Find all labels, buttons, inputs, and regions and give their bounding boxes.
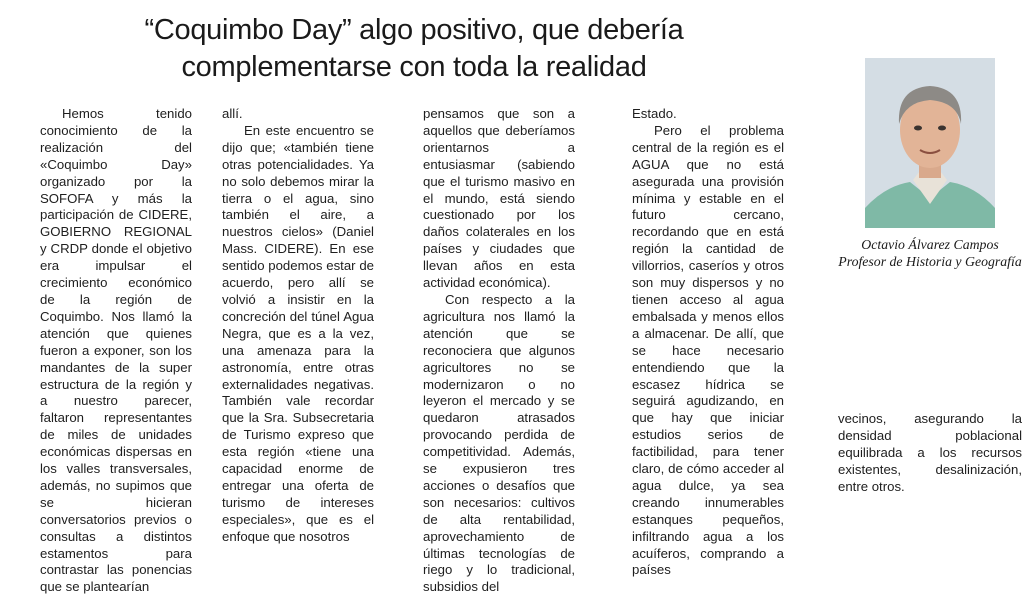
paragraph: Pero el problema central de la región es el AGUA que no está asegurada una provisión mínima y estable en el futuro cercano, recordando que en está región la cantidad de villorrios, caseríos y otros son muy dispersos y no tienen acceso al agua embalsada y menos ellos a almacenar. De allí, que se hace necesario entendiendo que la escasez hídrica se seguirá agudizando, en que hay que iniciar estudios serios de factibilidad, para tener claro, de cómo acceder al agua dulce, ya sea creando innumerables estanques pequeños, infiltrando agua a los acuíferos, comprando a países (632, 122, 784, 578)
headline-line-2: complementarse con toda la realidad (181, 51, 647, 83)
author-photo (865, 58, 995, 228)
article-column-2 (222, 106, 374, 546)
author-role: Profesor de Historia y Geografía (838, 254, 1022, 269)
article-column-5 (838, 411, 1022, 496)
article-column-4 (632, 106, 784, 579)
paragraph-continuation: pensamos que son a aquellos que deberíamos orientarnos a entusiasmar (sabiendo que el turismo masivo en el mundo, está siendo cuestionado por los daños colaterales en los países y ciudades que llevan años en esta actividad económica). (423, 106, 575, 291)
paragraph-continuation: allí. (222, 106, 243, 121)
paragraph: Con respecto a la agricultura nos llamó la atención que se reconociera que algunos agricultores no se modernizaron o no leyeron el mercado y se quedaron atrasados provocando perdida de competitividad. Además, se expusieron tres acciones o desafíos que son necesarios: cultivos de alta rentabilidad, aprovechamiento de últimas tecnologías de riego y lo tradicional, subsidios del (423, 291, 575, 595)
headline (0, 12, 828, 86)
author-name: Octavio Álvarez Campos (861, 237, 999, 252)
author-portrait-icon (865, 58, 995, 228)
article-column-1 (40, 106, 192, 596)
paragraph-continuation: Estado. (632, 106, 677, 121)
paragraph-continuation: vecinos, asegurando la densidad poblacional equilibrada a los recursos existentes, desalinización, entre otros. (838, 411, 1022, 494)
headline-line-1: “Coquimbo Day” algo positivo, que debería (144, 14, 684, 46)
paragraph: En este encuentro se dijo que; «también tiene otras potencialidades. Ya no solo debemos mirar la tierra o el agua, sino también el aire, a nuestros cielos» (Daniel Mass. CIDERE). En ese sentido podemos estar de acuerdo, pero allí se volvió a insistir en la concreción del túnel Agua Negra, que es a la vez, una amenaza para la astronomía, entre otras externalidades negativas. También vale recordar que la Sra. Subsecretaria de Turismo expreso que esta región «tiene una capacidad enorme de entregar una oferta de turismo de intereses especiales», que es el enfoque que nosotros (222, 122, 374, 544)
paragraph: Hemos tenido conocimiento de la realización del «Coquimbo Day» organizado por la SOFOFA y más la participación de CIDERE, GOBIERNO REGIONAL y CRDP donde el objetivo era impulsar el crecimiento económico de la región de Coquimbo. Nos llamó la atención que quienes fueron a exponer, son los mandantes de la super estructura de la región y a nuestro parecer, faltaron representantes de miles de unidades económicas dispersas en los valles transversales, además, no supimos que se hicieran conversatorios previos o consultas a distintos estamentos para contrastar las ponencias que se plantearían (40, 106, 192, 595)
author-caption (838, 236, 1022, 270)
article-column-3 (423, 106, 575, 596)
